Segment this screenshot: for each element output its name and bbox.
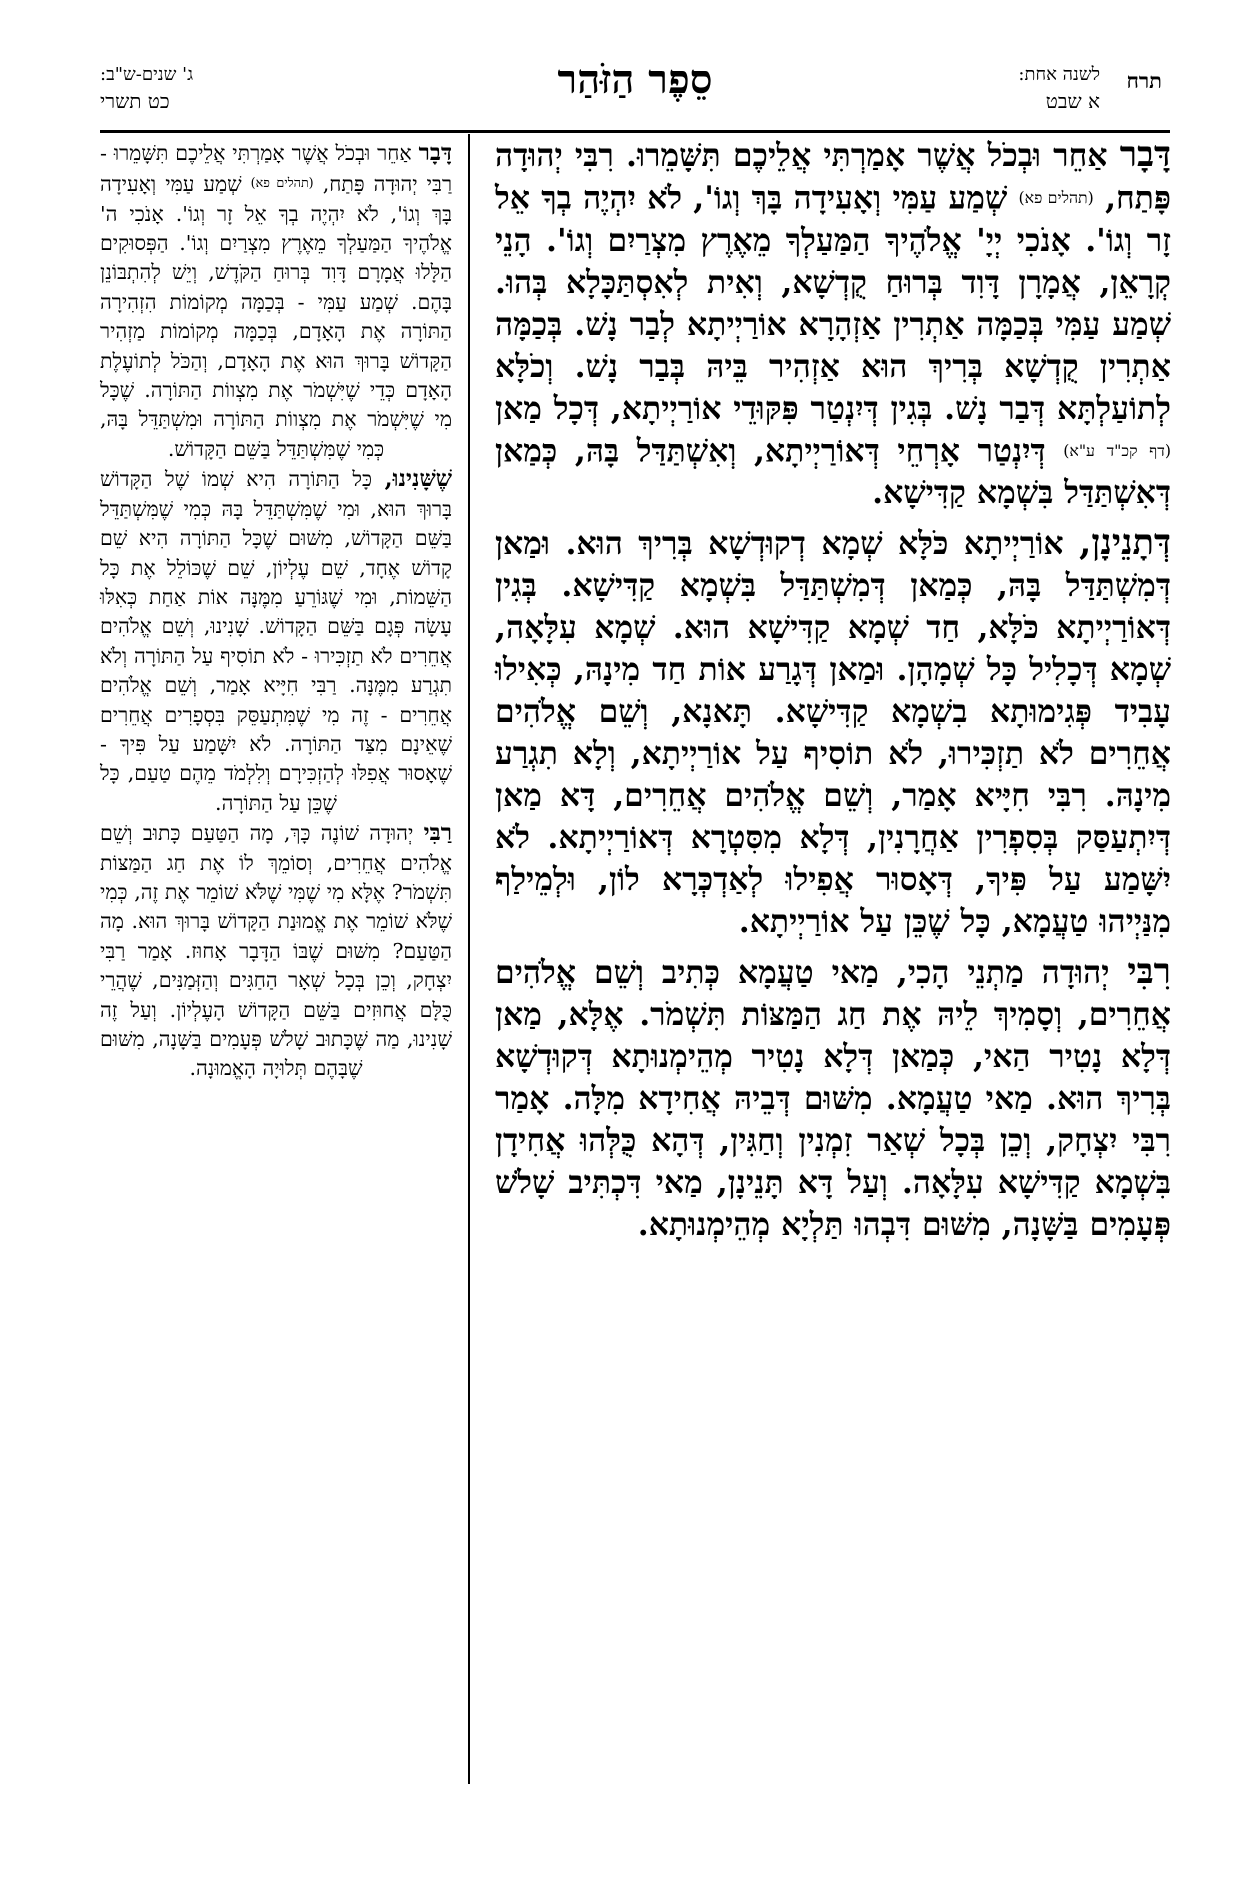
three-year-schedule-label: ג' שנים-ש"ב: — [100, 64, 194, 85]
side-p1-text: אַחֵר וּבְכֹל אֲשֶׁר אָמַרְתִּי אֲלֵיכֶם תִּשָּׁמֵרוּ - רַבִּי יְהוּדָה פָּתַח, — [100, 141, 453, 197]
main-paragraph-2 — [495, 522, 1171, 943]
main-p2-text: אוֹרַיְיתָא כֹּלָּא שְׁמָא דְקוּדְשָׁא בְּרִיךְ הוּא. וּמַאן דְּמִשְׁתַּדַּל בָּהּ, כְּמַאן דְּמִשְׁתַּדַּל בִּשְׁמָא קַדִּישָׁא. בְּגִין דְּאוֹרַיְיתָא כֹּלָּא, חַד שְׁמָא קַדִּישָׁא הוּא. שְׁמָא עִלָּאָה, שְׁמָא דְּכָלִיל כָּל שְׁמָהָן. וּמַאן דְּגָרַע אוֹת חַד מִינָהּ, כְּאִילוּ עָבִיד פְּגִימוּתָא בִשְׁמָא קַדִּישָׁא. תָּאנָא, וְשֵׁם אֱלֹהִים אֲחֵרִים לֹא תַזְכִּירוּ, לֹא תוֹסִיף עַל אוֹרַיְיתָא, וְלָא תִגְרַע מִינָהּ. רִבִּי חִיָּיא אָמַר, וְשֵׁם אֱלֹהִים אֲחֵרִים, דָּא מַאן דְּיִתְעַסַּק בְּסִפְרִין אַחֲרָנִין, דְּלָא מִסִּטְרָא דְּאוֹרַיְיתָא. לֹא יִשָּׁמַע עַל פִּיךָ, דְּאָסוּר אֲפִילוּ לְאַדְכְּרָא לוֹן, וּלְמֵילַף מִנַּיְיהוּ טַעֲמָא, כָּל שֶׁכֵּן עַל אוֹרַיְיתָא. — [495, 525, 1171, 940]
three-year-schedule-date: כט תשרי — [100, 89, 170, 113]
main-p1-verse-reference: (תהלים פא) — [1018, 188, 1094, 207]
column-divider — [468, 134, 470, 1784]
main-paragraph-1 — [495, 134, 1171, 514]
main-p1-folio-reference: (דף קכ"ד ע"א) — [1063, 440, 1171, 460]
page-header — [100, 56, 1170, 132]
book-title: סֵפֶר הַזֹּהַר — [557, 56, 713, 103]
side-p1-lead-word: דָּבָר — [418, 139, 452, 166]
side-p1-verse-reference: (תהלים פא) — [250, 175, 314, 191]
main-text-column — [495, 134, 1171, 1254]
header-left-schedule — [100, 62, 193, 114]
side-paragraph-3 — [100, 818, 452, 1084]
side-p3-lead-word: רַבִּי — [423, 819, 452, 847]
main-p1-text-3: דְּיִנְטַר אָרְחֵי דְּאוֹרַיְיתָא, וְאִשְׁתַּדַּל בָּהּ, כְּמַאן דְּאִשְׁתַּדַּל בִּשְׁמָא קַדִּישָׁא. — [495, 432, 1171, 511]
side-paragraph-2 — [100, 464, 452, 818]
header-rule — [100, 130, 1170, 133]
main-p1-text: אַחֵר וּבְכֹל אֲשֶׁר אָמַרְתִּי אֲלֵיכֶם תִּשָּׁמֵרוּ. רִבִּי יְהוּדָה פָּתַח, — [495, 137, 1172, 217]
main-paragraph-3 — [495, 951, 1171, 1246]
main-p1-lead-word: דָּבָר — [1119, 134, 1171, 175]
main-p1-text-2: שְׁמַע עַמִּי וְאָעִידָה בָּךְ וְגוֹ', לֹא יִהְיֶה בְךָ אֵל זָר וְגוֹ'. אָנֹכִי יְיָ' אֱלֹהֶיךָ הַמַּעַלְךָ מֵאֶרֶץ מִצְרַיִם וְגוֹ'. הָנֵי קְרָאֵן, אֲמָרָן דָּוִד בְּרוּחַ קֻדְשָׁא, וְאִית לְאִסְתַּכָּלָא בְּהוּ. שְׁמַע עַמִּי בְּכַמָּה אַתְרִין אַזְהָרָא אוֹרַיְיתָא לְבַר נָשׁ. בְּכַמָּה אַתְרִין קֻדְשָׁא בְּרִיךְ הוּא אַזְהִיר בֵּיהּ בְּבַר נָשׁ. וְכֹלָּא לְתוֹעַלְתָּא דְּבַר נָשׁ. בְּגִין דְּיִנְטַר פִּקּוּדֵי אוֹרַיְיתָא, דְּכָל מַאן — [495, 179, 1171, 427]
translation-column — [100, 138, 452, 1084]
one-year-schedule-label: לשנה אחת: — [1018, 64, 1100, 85]
side-p2-lead-word: שֶׁשָּׁנִינוּ, — [384, 465, 452, 493]
main-p3-text: יְהוּדָה מַתְנֵי הָכִי, מַאי טַעֲמָא כְּתִיב וְשֵׁם אֱלֹהִים אֲחֵרִים, וְסָמִיךְ לֵיהּ אֶת חַג הַמַּצּוֹת תִּשְׁמֹר. אֶלָּא, מַאן דְּלָא נָטִיר הַאי, כְּמַאן דְּלָא נָטִיר מְהֵימְנוּתָא דְּקוּדְשָׁא בְּרִיךְ הוּא. מַאי טַעֲמָא. מִשּׁוּם דְּבֵיהּ אֲחִידָא מִלָּה. אָמַר רִבִּי יִצְחָק, וְכֵן בְּכָל שְׁאַר זִמְנִין וְחַגִּין, דְּהָא כֻּלְּהוּ אֲחִידָן בִּשְׁמָא קַדִּישָׁא עִלָּאָה. וְעַל דָּא תָּנֵינָן, מַאי דִּכְתִּיב שָׁלֹשׁ פְּעָמִים בַּשָּׁנָה, מִשּׁוּם דִּבְהוּ תַּלְיָא מְהֵימְנוּתָא. — [495, 954, 1171, 1243]
main-p3-lead-word: רִבִּי — [1127, 951, 1171, 992]
main-p2-lead-word: דְּתָנֵינָן, — [1079, 522, 1172, 563]
page-number: תרח — [1126, 68, 1162, 93]
side-p2-text: כָּל הַתּוֹרָה הִיא שְׁמוֹ שֶׁל הַקָּדוֹשׁ בָּרוּךְ הוּא, וּמִי שֶׁמִּשְׁתַּדֵּל בָּהּ כְּמִי שֶׁמִּשְׁתַּדֵּל בַּשֵּׁם הַקָּדוֹשׁ, מִשּׁוּם שֶׁכָּל הַתּוֹרָה הִיא שֵׁם קָדוֹשׁ אֶחָד, שֵׁם עֶלְיוֹן, שֵׁם שֶׁכּוֹלֵל אֶת כָּל הַשֵּׁמוֹת, וּמִי שֶׁגּוֹרֵעַ מִמֶּנָּה אוֹת אַחַת כְּאִלּוּ עָשָׂה פְּגָם בַּשֵּׁם הַקָּדוֹשׁ. שָׁנִינוּ, וְשֵׁם אֱלֹהִים אֲחֵרִים לֹא תַזְכִּירוּ - לֹא תוֹסִיף עַל הַתּוֹרָה וְלֹא תִגְרַע מִמֶּנָּה. רַבִּי חִיָּיא אָמַר, וְשֵׁם אֱלֹהִים אֲחֵרִים - זֶה מִי שֶׁמִּתְעַסֵּק בִּסְפָרִים אֲחֵרִים שֶׁאֵינָם מִצַּד הַתּוֹרָה. לֹא יִשָּׁמַע עַל פִּיךָ - שֶׁאָסוּר אֲפִלּוּ לְהַזְכִּירָם וְלִלְמֹד מֵהֶם טַעַם, כָּל שֶׁכֵּן עַל הַתּוֹרָה. — [100, 467, 452, 815]
side-paragraph-1 — [100, 138, 452, 464]
side-p3-text: יְהוּדָה שׁוֹנֶה כָּךְ, מָה הַטַּעַם כָּתוּב וְשֵׁם אֱלֹהִים אֲחֵרִים, וְסוֹמֵךְ לוֹ אֶת חַג הַמַּצּוֹת תִּשְׁמֹר? אֶלָּא מִי שֶׁמִּי שֶׁלֹּא שׁוֹמֵר אֶת זֶה, כְּמִי שֶׁלֹּא שׁוֹמֵר אֶת אֱמוּנַת הַקָּדוֹשׁ בָּרוּךְ הוּא. מָה הַטַּעַם? מִשּׁוּם שֶׁבּוֹ הַדָּבָר אָחוּז. אָמַר רַבִּי יִצְחָק, וְכֵן בְּכָל שְׁאָר הַחַגִּים וְהַזְּמַנִּים, שֶׁהֲרֵי כֻּלָּם אֲחוּזִים בַּשֵּׁם הַקָּדוֹשׁ הָעֶלְיוֹן. וְעַל זֶה שָׁנִינוּ, מַה שֶּׁכָּתוּב שָׁלֹשׁ פְּעָמִים בַּשָּׁנָה, מִשּׁוּם שֶׁבָּהֶם תְּלוּיָה הָאֱמוּנָה. — [100, 821, 452, 1081]
one-year-schedule-date: א שבט — [1045, 89, 1100, 113]
side-p1-text-2: שְׁמַע עַמִּי וְאָעִידָה בָּךְ וְגוֹ', לֹא יִהְיֶה בְךָ אֵל זָר וְגוֹ'. אָנֹכִי ה' אֱלֹהֶיךָ הַמַּעַלְךָ מֵאֶרֶץ מִצְרַיִם וְגוֹ'. הַפְּסוּקִים הַלָּלוּ אֲמָרָם דָּוִד בְּרוּחַ הַקֹּדֶשׁ, וְיֵשׁ לְהִתְבּוֹנֵן בָּהֶם. שְׁמַע עַמִּי - בְּכַמָּה מְקוֹמוֹת הִזְהִירָה הַתּוֹרָה אֶת הָאָדָם, בְּכַמָּה מְקוֹמוֹת מַזְהִיר הַקָּדוֹשׁ בָּרוּךְ הוּא אֶת הָאָדָם, וְהַכֹּל לְתוֹעֶלֶת הָאָדָם כְּדֵי שֶׁיִּשְׁמֹר אֶת מִצְווֹת הַתּוֹרָה. שֶׁכָּל מִי שֶׁיִּשְׁמֹר אֶת מִצְווֹת הַתּוֹרָה וּמִשְׁתַּדֵּל בָּהּ, כְּמִי שֶׁמִּשְׁתַּדֵּל בַּשֵּׁם הַקָּדוֹשׁ. — [100, 172, 452, 461]
